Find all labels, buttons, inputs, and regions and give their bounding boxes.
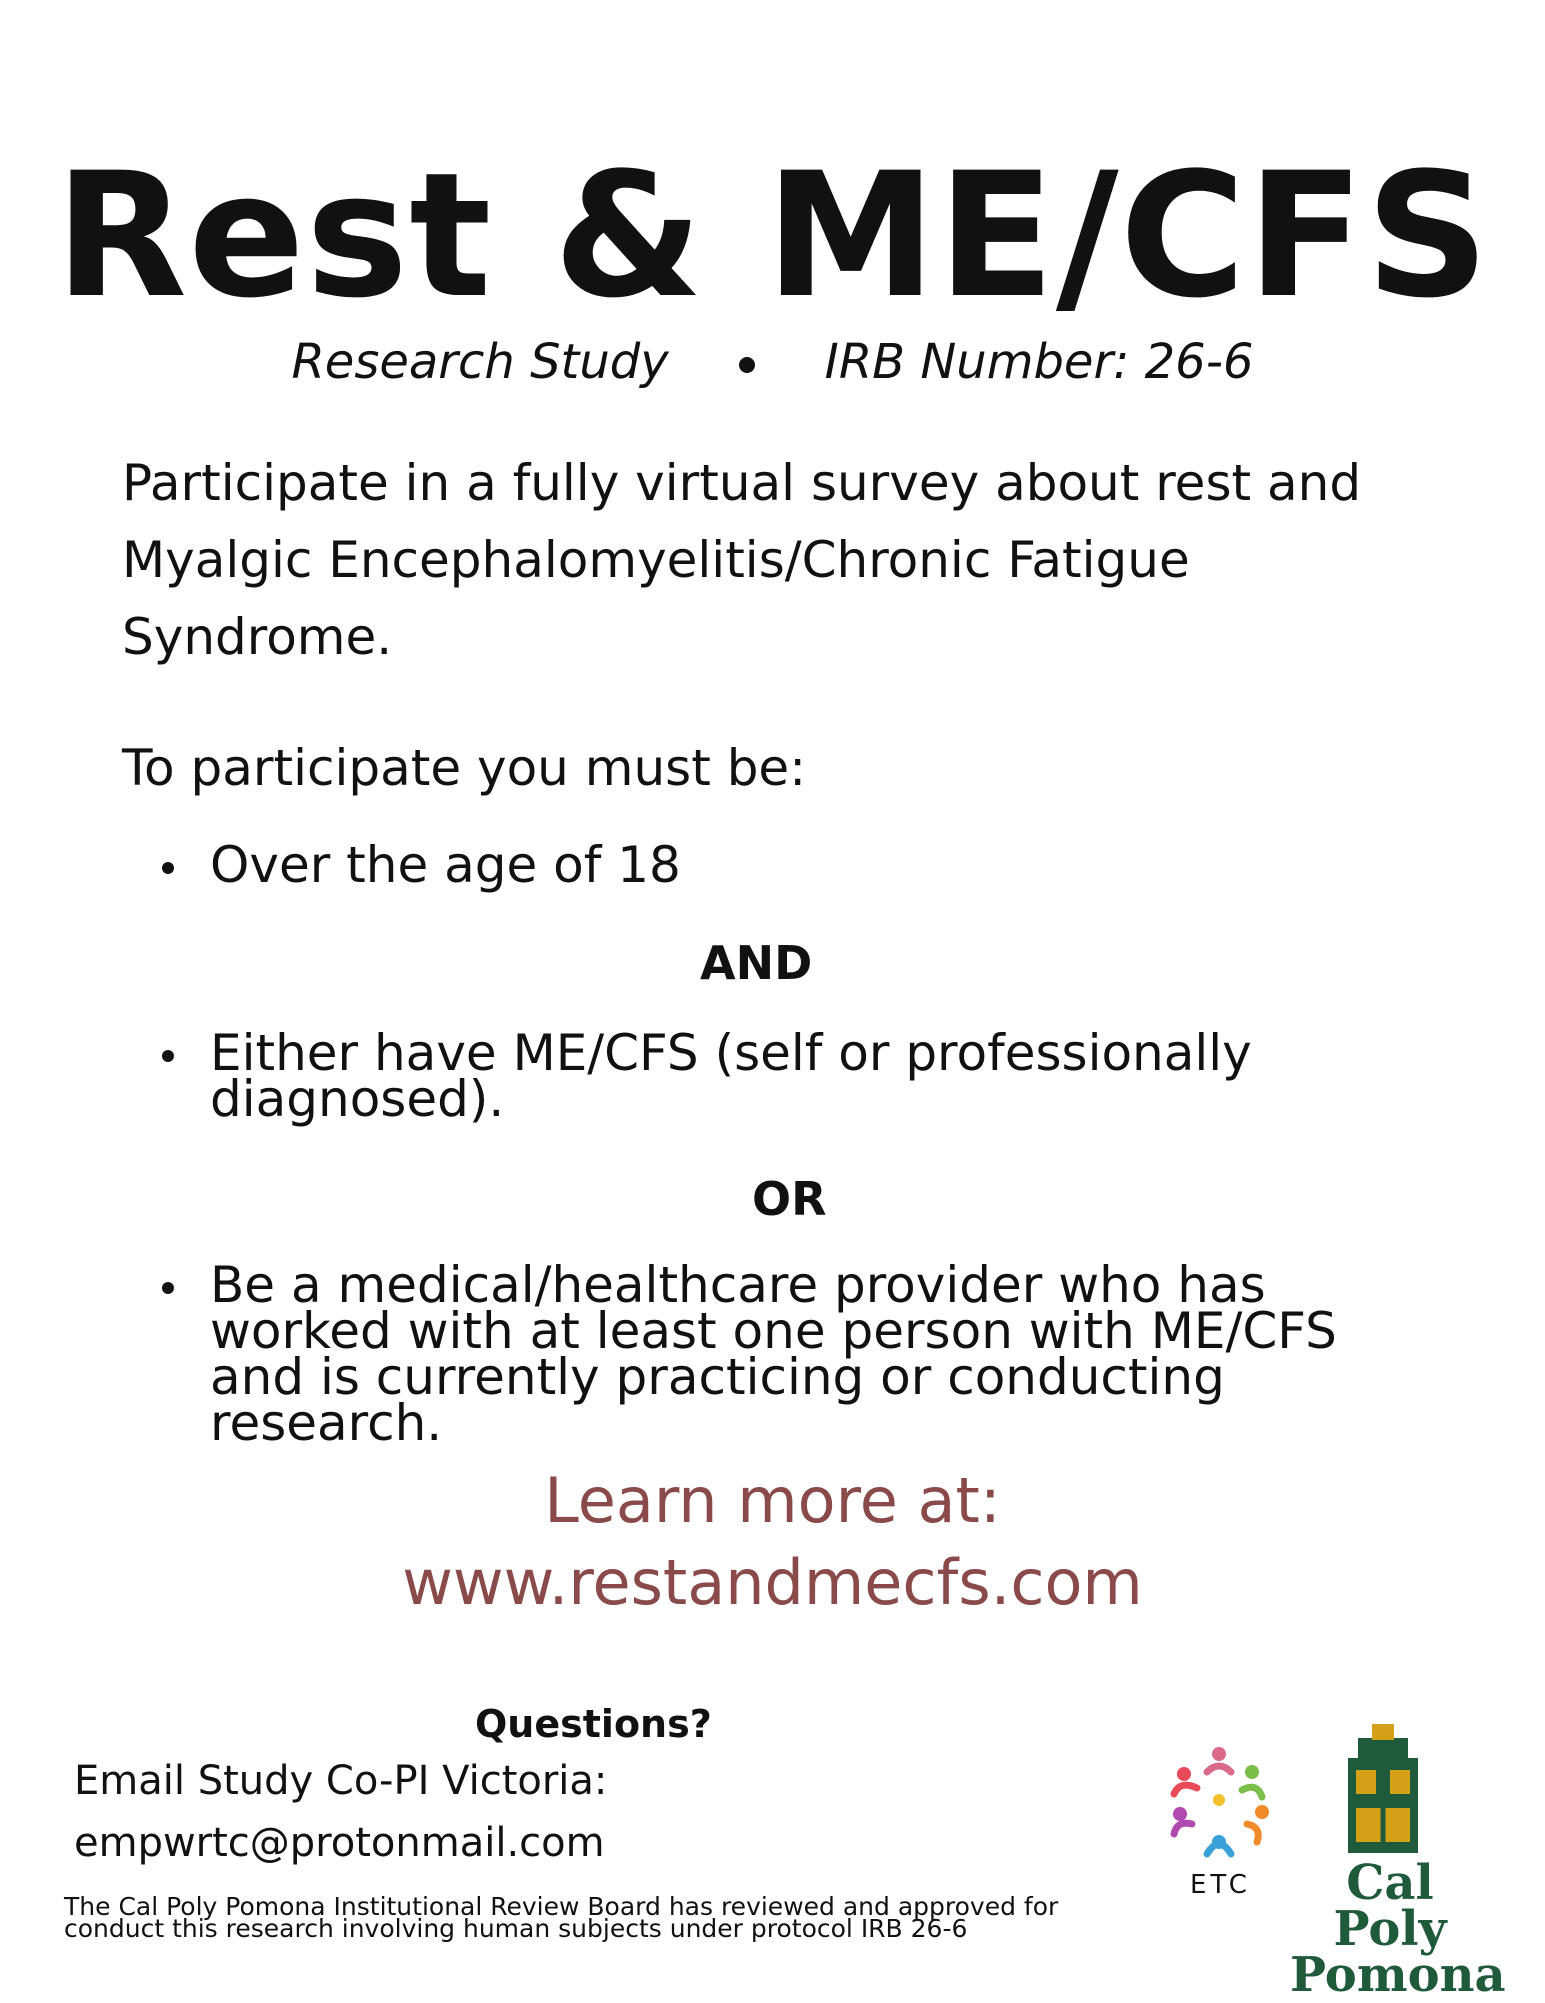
learn-more-label: Learn more at: [544, 1464, 1001, 1537]
page-title: Rest & ME/CFS [54, 135, 1491, 336]
questions-heading: Questions? [475, 1702, 712, 1746]
and-label: AND [700, 936, 813, 990]
intro-paragraph: Participate in a fully virtual survey about rest and Myalgic Encephalomyelitis/Chronic Fatigue Syndrome. [122, 454, 1362, 666]
or-label: OR [752, 1172, 827, 1226]
cal-poly-tower-icon [1338, 1718, 1428, 1856]
etc-people-circle-icon [1162, 1742, 1277, 1862]
requirement-item-diagnosis: Either have ME/CFS (self or professionally diagnosed). [162, 1030, 1412, 1122]
website-link[interactable]: www.restandmecfs.com [402, 1546, 1143, 1619]
contact-line: Email Study Co-PI Victoria: [74, 1758, 608, 1804]
contact-block [74, 1750, 607, 1874]
subtitle-study-type: Research Study [291, 334, 669, 390]
learn-more-block [0, 1460, 1545, 1624]
bullet-icon [162, 862, 174, 874]
etc-label: ETC [1190, 1870, 1251, 1900]
subtitle-irb-number: IRB Number: 26-6 [824, 334, 1254, 390]
contact-email-link[interactable]: empwrtc@protonmail.com [74, 1820, 605, 1866]
subtitle [0, 334, 1545, 390]
requirement-item-age: Over the age of 18 [162, 842, 1412, 888]
cal-poly-pomona-wordmark: Cal Poly Pomona [1290, 1855, 1506, 2003]
requirements-heading: To participate you must be: [122, 739, 807, 797]
bullet-icon [162, 1050, 174, 1062]
irb-disclaimer: The Cal Poly Pomona Institutional Review Board has reviewed and approved for conduct this research involving human subjects under protocol IRB 26-6 [64, 1892, 1059, 1943]
separator-dot-icon [739, 357, 755, 373]
requirement-item-provider: Be a medical/healthcare provider who has worked with at least one person with ME/CFS and is currently practicing or conducting research. [162, 1262, 1412, 1446]
bullet-icon [162, 1282, 174, 1294]
